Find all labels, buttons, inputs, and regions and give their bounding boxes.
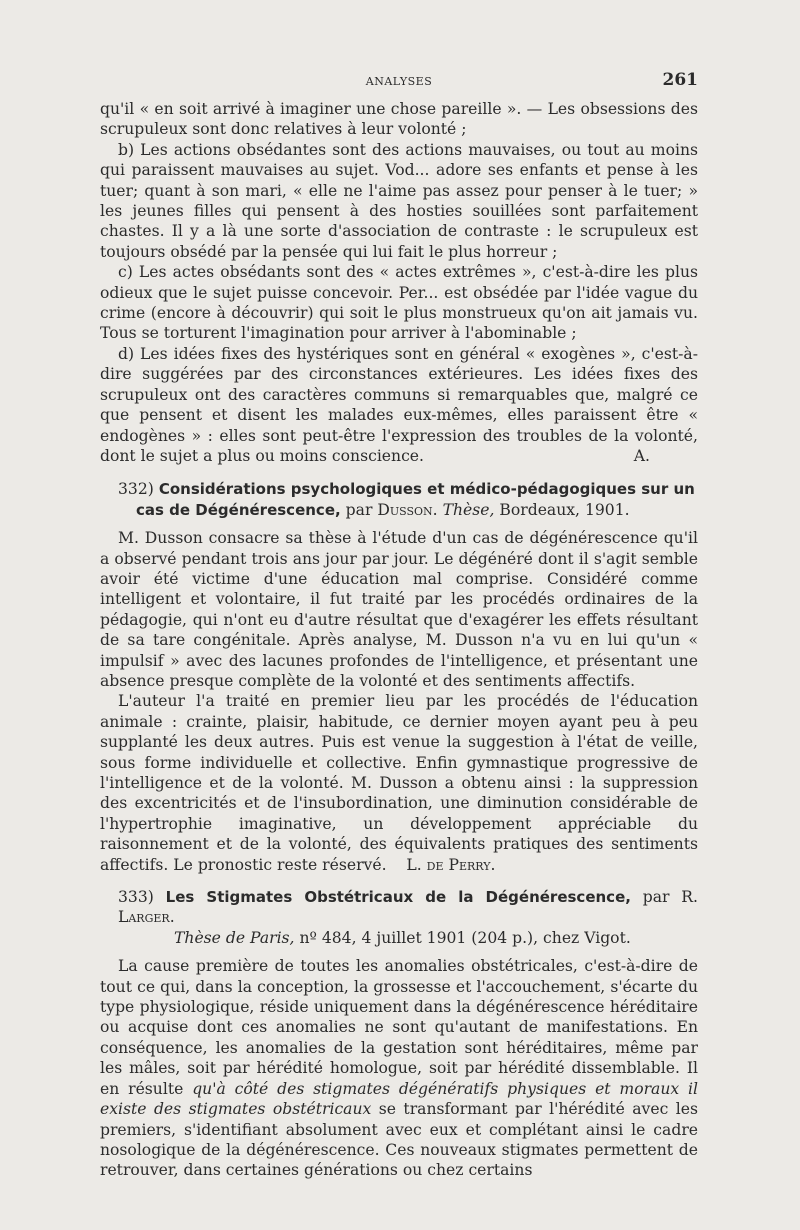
signature: A. [633,446,650,465]
paragraph: qu'il « en soit arrivé à imaginer une chose pareille ». — Les obsessions des scrupuleux sont donc relatives à leur volonté ; [100,100,698,139]
entry-title: Les Stigmates Obstétricaux de la Dégénérescence, [165,888,631,907]
entry-place: Bordeaux, 1901. [494,500,630,519]
paragraph [100,956,698,1180]
paragraph-text: d) Les idées fixes des hystériques sont en général « exogènes », c'est-à-dire suggérées par des circonstances extérieures. Les idées fixes des scrupuleux ont des caractères communs si remarquables que, malgré ce que pensent et disent les malades eux-mêmes, elles paraissent être « endogènes » : elles sont peut-être l'expression des troubles de la volonté, dont le sujet a plus ou moins conscience. [100,344,698,465]
entry-number: 333) [118,888,154,907]
paragraph: M. Dusson consacre sa thèse à l'étude d'un cas de dégénérescence qu'il a observé pendant trois ans jour par jour. Le dégénéré dont il s'agit semble avoir été victime d'une éducation mal comprise. Considéré comme intelligent et volontaire, il fut traité par les procédés ordinaires de la pédagogie, qui n'ont eu d'autre résultat que d'exagérer les effets résultant de sa tare congénitale. Après analyse, M. Dusson n'a vu en lui qu'un « impulsif » avec des lacunes profondes de l'intelligence, et présentant une absence presque complète de la volonté et des sentiments affectifs. [100,529,698,690]
entry-title-2: cas de Dégénérescence, [136,500,341,519]
entry-dot: . [169,908,175,927]
entry-these: Thèse de Paris, [174,928,295,947]
signature-name: de Perry [426,855,491,874]
signature [406,856,495,874]
running-head: ANALYSES [365,75,433,88]
entry-title-cont [118,500,698,520]
paragraph: c) Les actes obsédants sont des « actes extrêmes », c'est-à-dire les plus odieux que le sujet puisse concevoir. Per... est obsédée par l'idée vague du crime (encore à découvrir) qui soit le plus monstrueux qu'on ait jamais vu. Tous se torturent l'imagination pour arriver à l'abominable ; [100,263,698,343]
entry-author: Dusson [377,500,433,519]
page-header [100,70,698,92]
entry-author: Larger [118,908,170,927]
entry-these: Thèse, [442,500,495,519]
entry-by: par [340,500,378,519]
paragraph [100,691,698,875]
paragraph [100,344,698,466]
paragraph-text: La cause première de toutes les anomalies obstétricales, c'est-à-dire de tout ce qui, dans la conception, la grossesse et l'accouchement, s'écarte du type physiologique, réside uniquement dans la dégénérescence héréditaire ou acquise dont ces anomalies ne sont qu'autant de manifestations. En conséquence, les anomalies de la gestation sont héréditaires, même par les mâles, soit par hérédité homologue, soit par hérédité dissemblable. Il en résulte [100,957,698,1098]
entry-by: par R. [630,888,698,907]
entry-333-heading [100,887,698,948]
entry-details: nº 484, 4 juillet 1901 (204 p.), chez Vigot. [294,928,631,947]
paragraph-text: L'auteur l'a traité en premier lieu par les procédés de l'éducation animale : crainte, plaisir, habitude, ce dernier moyen ayant peu à peu supplanté les deux autres. Puis est venue la suggestion à l'état de veille, sous forme individuelle et collective. Enfin gymnastique progressive de l'intelligence et de la volonté. M. Dusson a obtenu ainsi : la suppression des excentricités et de l'insubordination, une diminution considérable de l'hypertrophie imaginative, un développement appréciable du raisonnement et de la volonté, des équivalents pratiques des sentiments affectifs. Le pronostic reste réservé. [100,692,698,874]
entry-332-heading [100,479,698,520]
page-body [100,99,698,1181]
page-number: 261 [662,70,698,90]
entry-dot: . [432,500,443,519]
entry-title: Considérations psychologiques et médico-pédagogiques sur un [158,480,695,499]
paragraph-text-cont: se transformant par l'hérédité avec les premiers, s'identifiant absolument avec eux et complétant ainsi le cadre nosologique de la dégénérescence. Ces nouveaux stigmates permettent de retrouver, dans certaines générations ou chez certains [100,1100,698,1180]
paragraph-emphasis: qu'à côté des stigmates dégénératifs physiques et moraux il existe des stigmates obstétricaux [100,1079,698,1119]
entry-title-cont [118,928,698,948]
paragraph: b) Les actions obsédantes sont des actions mauvaises, ou tout au moins qui paraissent mauvaises au sujet. Vod... adore ses enfants et pense à les tuer; quant à son mari, « elle ne l'aime pas assez pour penser à le tuer; » les jeunes filles qui pensent à des hosties souillées sont parfaitement chastes. Il y a là une sorte d'association de contraste : le scrupuleux est toujours obsédé par la pensée qui lui fait le plus horreur ; [100,140,698,261]
entry-number: 332) [118,480,154,499]
signature-initial: L. [406,855,427,874]
signature-dot: . [490,855,496,874]
